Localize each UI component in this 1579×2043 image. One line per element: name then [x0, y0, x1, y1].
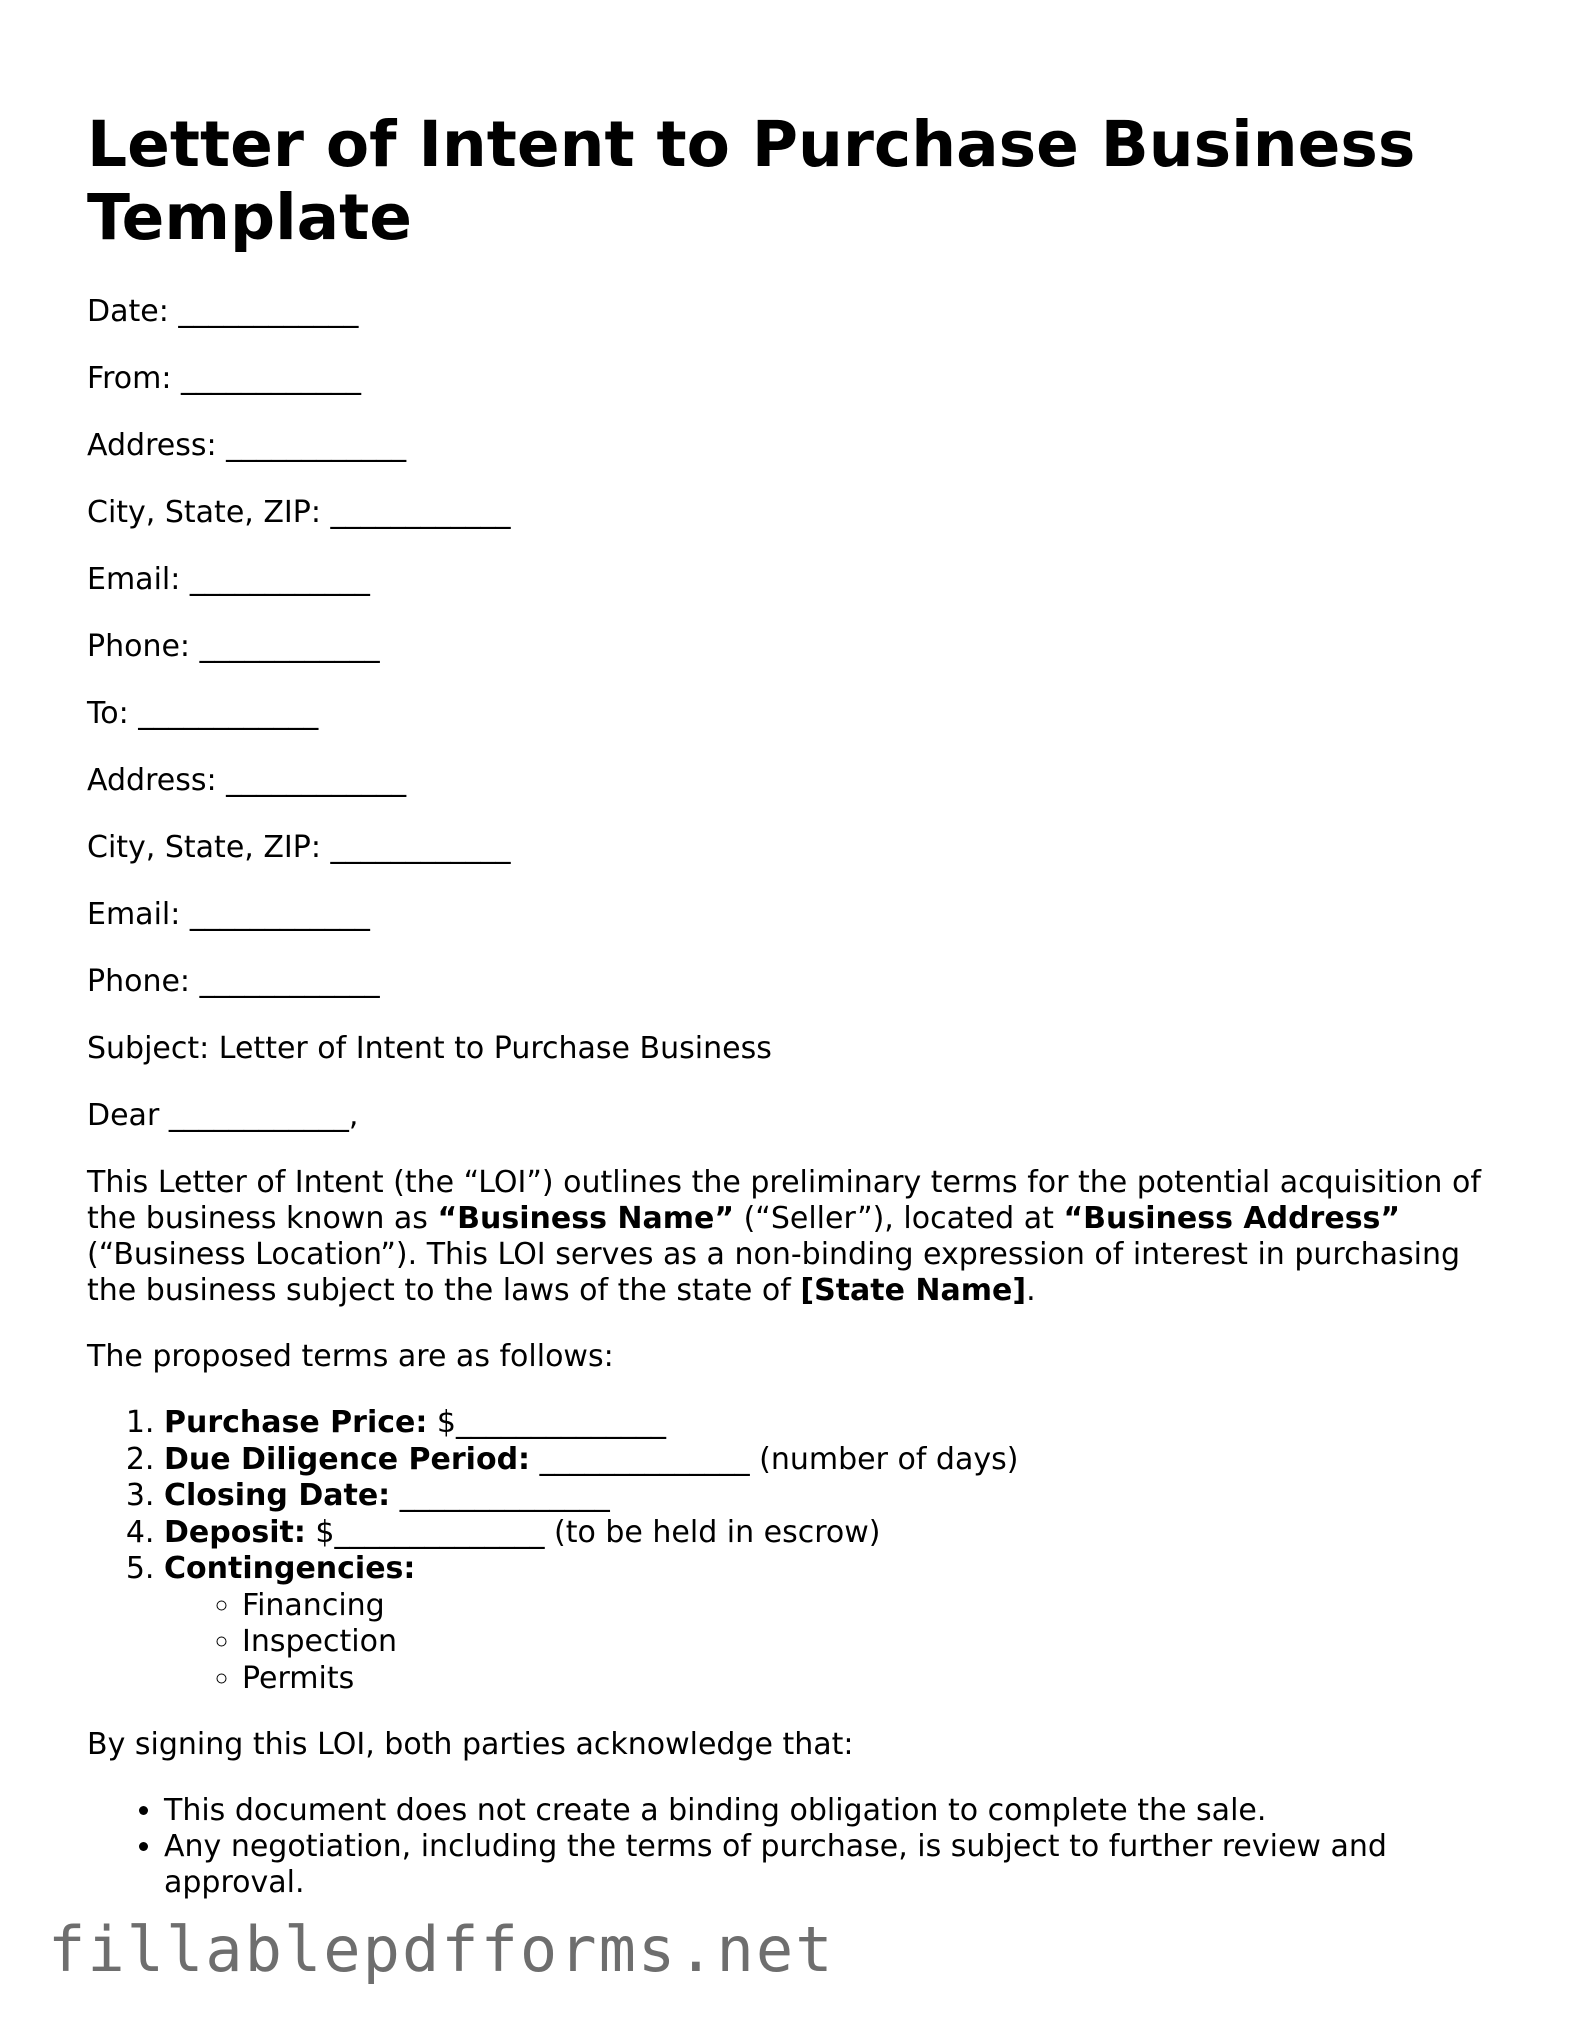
to-blank[interactable]: ____________ [138, 696, 319, 731]
sender-email-blank[interactable]: ____________ [189, 562, 370, 597]
document-page [87, 108, 1507, 1901]
contingencies-list [164, 1588, 1507, 1698]
acknowledgement-item: • Any negotiation, including the terms of purchase, is subject to further review and approval. [164, 1829, 1507, 1901]
closing-date-label: Closing Date: [164, 1478, 391, 1513]
intro-text-2: (“Seller”), located at [734, 1201, 1064, 1236]
recipient-email-field [87, 897, 1507, 933]
sender-address-blank[interactable]: ____________ [226, 428, 407, 463]
term-due-diligence [164, 1442, 1507, 1479]
date-blank[interactable]: ____________ [178, 294, 359, 329]
terms-intro: The proposed terms are as follows: [87, 1339, 614, 1374]
business-address: “Business Address” [1063, 1201, 1401, 1236]
term-contingencies [164, 1551, 1507, 1697]
deposit-label: Deposit: [164, 1514, 306, 1550]
sender-date-field [87, 294, 1507, 330]
recipient-address-label: Address: [87, 763, 217, 798]
subject-line: Subject: Letter of Intent to Purchase Business [87, 1031, 772, 1066]
date-label: Date: [87, 294, 169, 329]
purchase-price-label: Purchase Price: [164, 1405, 428, 1440]
deposit-currency: $ [315, 1514, 335, 1550]
deposit-suffix: (to be held in escrow) [554, 1514, 881, 1550]
recipient-city-field [87, 830, 1507, 866]
sender-phone-label: Phone: [87, 629, 191, 664]
salutation [87, 1098, 1507, 1134]
sender-city-field [87, 495, 1507, 531]
term-purchase-price [164, 1405, 1507, 1442]
intro-text-1: This Letter of Intent (the “LOI”) outlines the preliminary terms for the potential acquisition of the business known as [87, 1165, 1481, 1236]
watermark: fillablepdfforms.net [48, 1913, 835, 1986]
term-deposit [164, 1515, 1507, 1552]
intro-text-3: (“Business Location”). This LOI serves as a non-binding expression of interest in purchasing the business subject to the laws of the state of [87, 1237, 1460, 1308]
salutation-prefix: Dear [87, 1098, 160, 1133]
due-diligence-suffix: (number of days) [759, 1441, 1019, 1477]
from-blank[interactable]: ____________ [180, 361, 361, 396]
recipient-city-label: City, State, ZIP: [87, 830, 321, 865]
recipient-email-label: Email: [87, 897, 181, 932]
contingency-item: ◦ Financing [242, 1588, 1507, 1625]
acknowledgement-list [87, 1793, 1507, 1901]
recipient-phone-blank[interactable]: ____________ [199, 964, 380, 999]
sender-from-field [87, 361, 1507, 397]
to-label: To: [87, 696, 129, 731]
recipient-to-field [87, 696, 1507, 732]
sender-phone-field [87, 629, 1507, 665]
salutation-comma: , [348, 1098, 359, 1133]
term-closing-date [164, 1478, 1507, 1515]
contingencies-label: Contingencies: [164, 1551, 416, 1586]
closing-date-blank[interactable]: ______________ [399, 1478, 610, 1513]
state-name: [State Name] [800, 1273, 1027, 1308]
sender-address-field [87, 428, 1507, 464]
from-label: From: [87, 361, 172, 396]
intro-text-4: . [1026, 1273, 1036, 1308]
terms-list [87, 1405, 1507, 1697]
sender-email-field [87, 562, 1507, 598]
sender-address-label: Address: [87, 428, 217, 463]
intro-paragraph [87, 1165, 1507, 1309]
sender-city-label: City, State, ZIP: [87, 495, 321, 530]
page-title: Letter of Intent to Purchase Business Template [87, 108, 1416, 254]
recipient-name-blank[interactable]: ____________ [168, 1098, 349, 1133]
acknowledgement-intro: By signing this LOI, both parties acknowledge that: [87, 1727, 854, 1762]
business-name: “Business Name” [437, 1201, 735, 1236]
recipient-phone-label: Phone: [87, 964, 191, 999]
sender-phone-blank[interactable]: ____________ [199, 629, 380, 664]
deposit-blank[interactable]: ______________ [334, 1514, 545, 1550]
sender-email-label: Email: [87, 562, 181, 597]
sender-city-blank[interactable]: ____________ [330, 495, 511, 530]
acknowledgement-item: • This document does not create a binding obligation to complete the sale. [164, 1793, 1507, 1829]
recipient-email-blank[interactable]: ____________ [189, 897, 370, 932]
due-diligence-label: Due Diligence Period: [164, 1441, 531, 1477]
purchase-price-currency: $ [436, 1405, 457, 1440]
recipient-city-blank[interactable]: ____________ [330, 830, 511, 865]
contingency-item: ◦ Inspection [242, 1624, 1507, 1661]
contingency-item: ◦ Permits [242, 1661, 1507, 1698]
purchase-price-blank[interactable]: ______________ [456, 1405, 667, 1440]
recipient-address-field [87, 763, 1507, 799]
due-diligence-blank[interactable]: ______________ [539, 1441, 750, 1477]
recipient-address-blank[interactable]: ____________ [226, 763, 407, 798]
recipient-phone-field [87, 964, 1507, 1000]
